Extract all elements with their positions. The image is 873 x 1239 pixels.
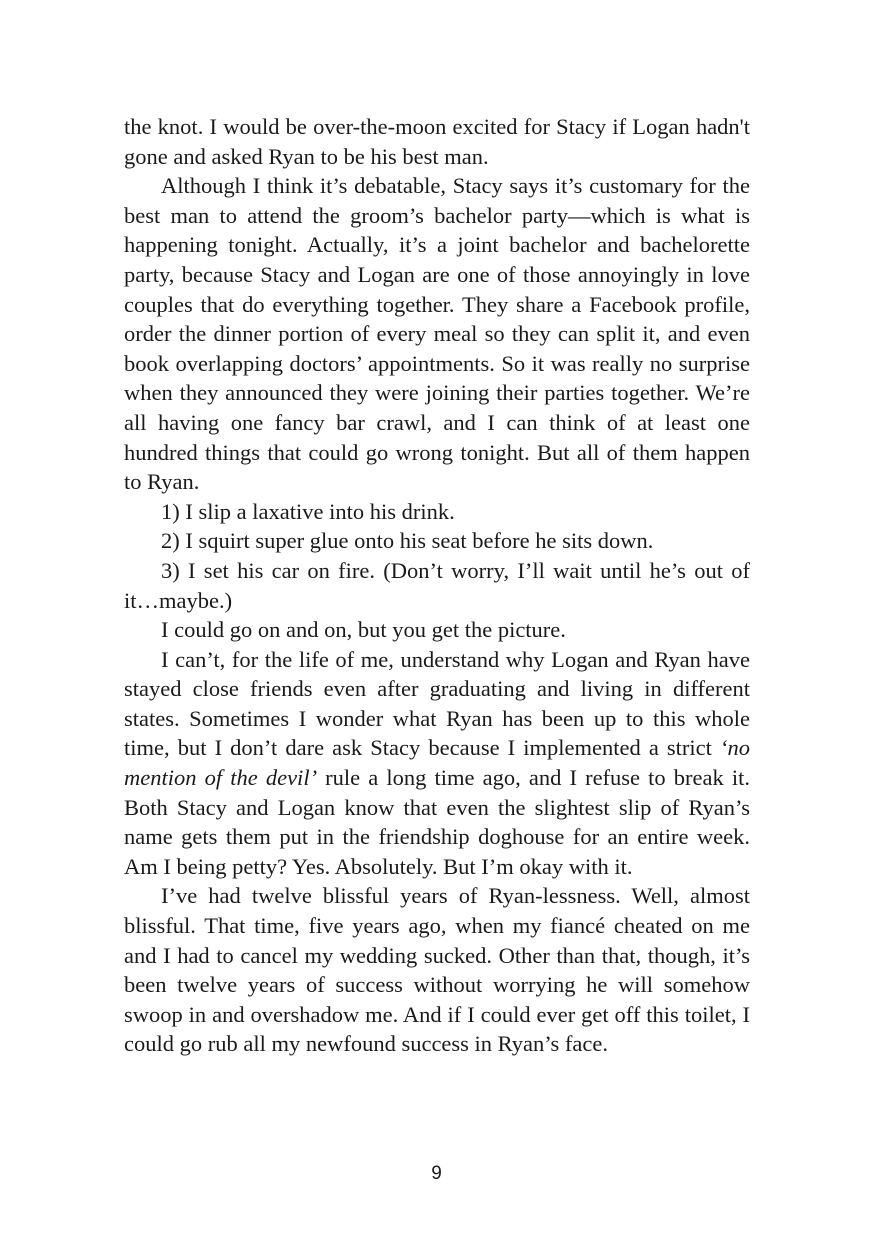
paragraph-friends-italic-rule: ‘no mention of the devil’ [124,735,750,791]
paragraph-best-man: Although I think it’s debatable, Stacy says it’s customary for the best man to attend the groom’s bachelor party—which is what is happening tonight. Actually, it’s a joint bachelor and bachelorette party, because Stacy and Logan are one of those annoyingly in love couples that do everything together. They share a Facebook profile, order the dinner portion of every meal so they can split it, and even book overlapping doctors’ appointments. So it was really no surprise when they announced they were joining their parties together. We’re all having one fancy bar crawl, and I can think of at least one hundred things that could go wrong tonight. But all of them happen to Ryan. [124,173,750,495]
paragraph-friends-text-start: I can’t, for the life of me, understand why Logan and Ryan have stayed close friends even after graduating and living in different states. Sometimes I wonder what Ryan has been up to this whole time, but I don’t dare ask Stacy because I implemented a strict [124,646,750,761]
page-body [124,112,750,1059]
paragraph-ryan-lessness: I’ve had twelve blissful years of Ryan-lessness. Well, almost blissful. That time, five years ago, when my fiancé cheated on me and I had to cancel my wedding sucked. Other than that, though, it’s been twelve years of success without worrying he will somehow swoop in and overshadow me. And if I could ever get off this toilet, I could go rub all my newfound success in Ryan’s face. [124,883,750,1057]
list-item-car-fire: 3) I set his car on fire. (Don’t worry, I’ll wait until he’s out of it…maybe.) [124,557,750,613]
page-number: 9 [431,1163,442,1184]
paragraph-picture: I could go on and on, but you get the picture. [161,617,566,643]
paragraph-friends [124,645,750,882]
paragraph-friends-text-end: rule a long time ago, and I refuse to break it. Both Stacy and Logan know that even the slightest slip of Ryan’s name gets them put in the friendship doghouse for an entire week. Am I being petty? Yes. Absolutely. But I’m okay with it. [124,765,750,879]
list-item-super-glue: 2) I squirt super glue onto his seat before he sits down. [161,528,654,554]
paragraph-continuation: the knot. I would be over-the-moon excited for Stacy if Logan hadn't gone and asked Ryan to be his best man. [124,114,750,169]
list-item-laxative: 1) I slip a laxative into his drink. [161,498,455,524]
